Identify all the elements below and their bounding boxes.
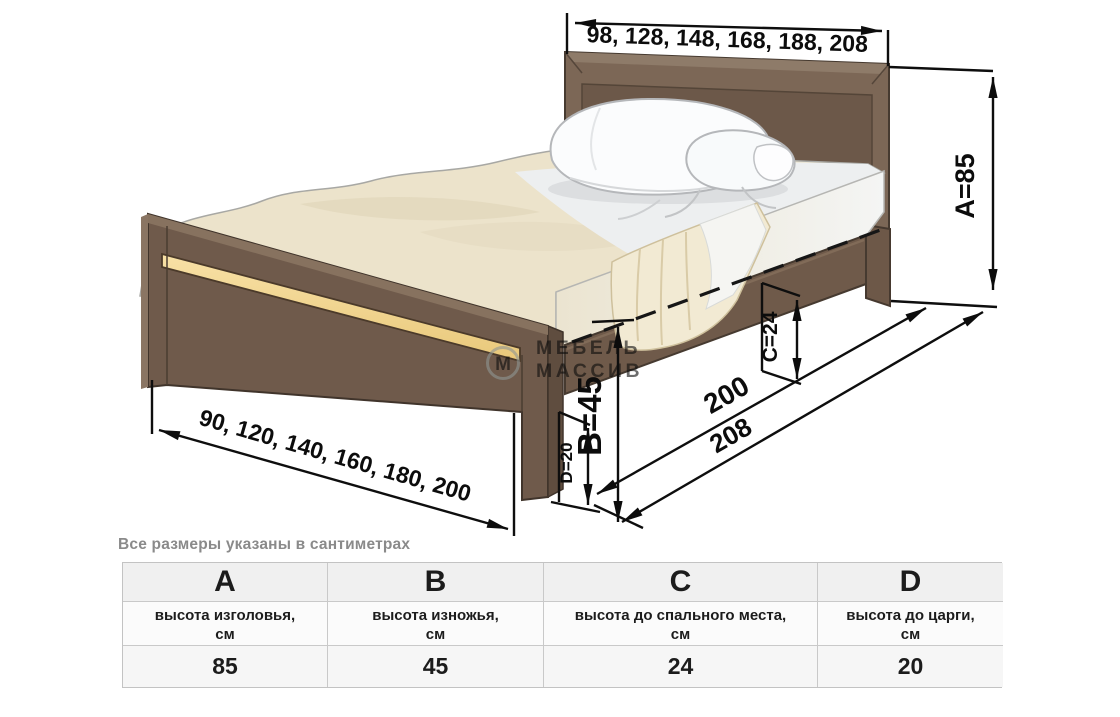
bottom-width-label: 90, 120, 140, 160, 180, 200 [196, 404, 475, 507]
top-width-label: 98, 128, 148, 168, 188, 208 [586, 21, 869, 57]
unit-a-text: см [215, 625, 235, 643]
unit-d-text: см [900, 625, 921, 643]
pillow-knot [754, 144, 793, 180]
table-value-d: 20 [818, 646, 1003, 687]
table-value-a: 85 [123, 646, 328, 687]
table-desc-b [328, 602, 544, 646]
table-letter-c: C [544, 563, 818, 602]
height-c-label: С=24 [759, 311, 782, 363]
desc-b-text: высота изножья, [372, 606, 499, 624]
table-desc-c [544, 602, 818, 646]
table-letter-b: B [328, 563, 544, 602]
height-a-label: А=85 [950, 153, 980, 219]
table-letter-d: D [818, 563, 1003, 602]
height-b-label: В=45 [571, 376, 608, 456]
table-desc-d [818, 602, 1003, 646]
watermark-monogram: М [495, 354, 511, 375]
table-value-c: 24 [544, 646, 818, 687]
rear-leg [866, 225, 890, 306]
table-desc-a [123, 602, 328, 646]
desc-d-text: высота до царги, [846, 606, 975, 624]
desc-a-text: высота изголовья, [154, 606, 296, 624]
desc-c-text: высота до спального места, [574, 606, 787, 624]
unit-b-text: см [425, 625, 446, 643]
unit-c-text: см [670, 625, 691, 643]
length-200-label: 200 [698, 369, 755, 420]
units-note: Все размеры указаны в сантиметрах [118, 536, 411, 553]
table-value-b: 45 [328, 646, 544, 687]
length-208-label: 208 [704, 411, 757, 460]
height-d-label: D=20 [557, 442, 576, 484]
watermark-text-line2: МАССИВ [536, 360, 644, 382]
watermark-text-line1: МЕБЕЛЬ [536, 337, 641, 359]
table-letter-a: A [123, 563, 328, 602]
size-table [122, 562, 1002, 688]
